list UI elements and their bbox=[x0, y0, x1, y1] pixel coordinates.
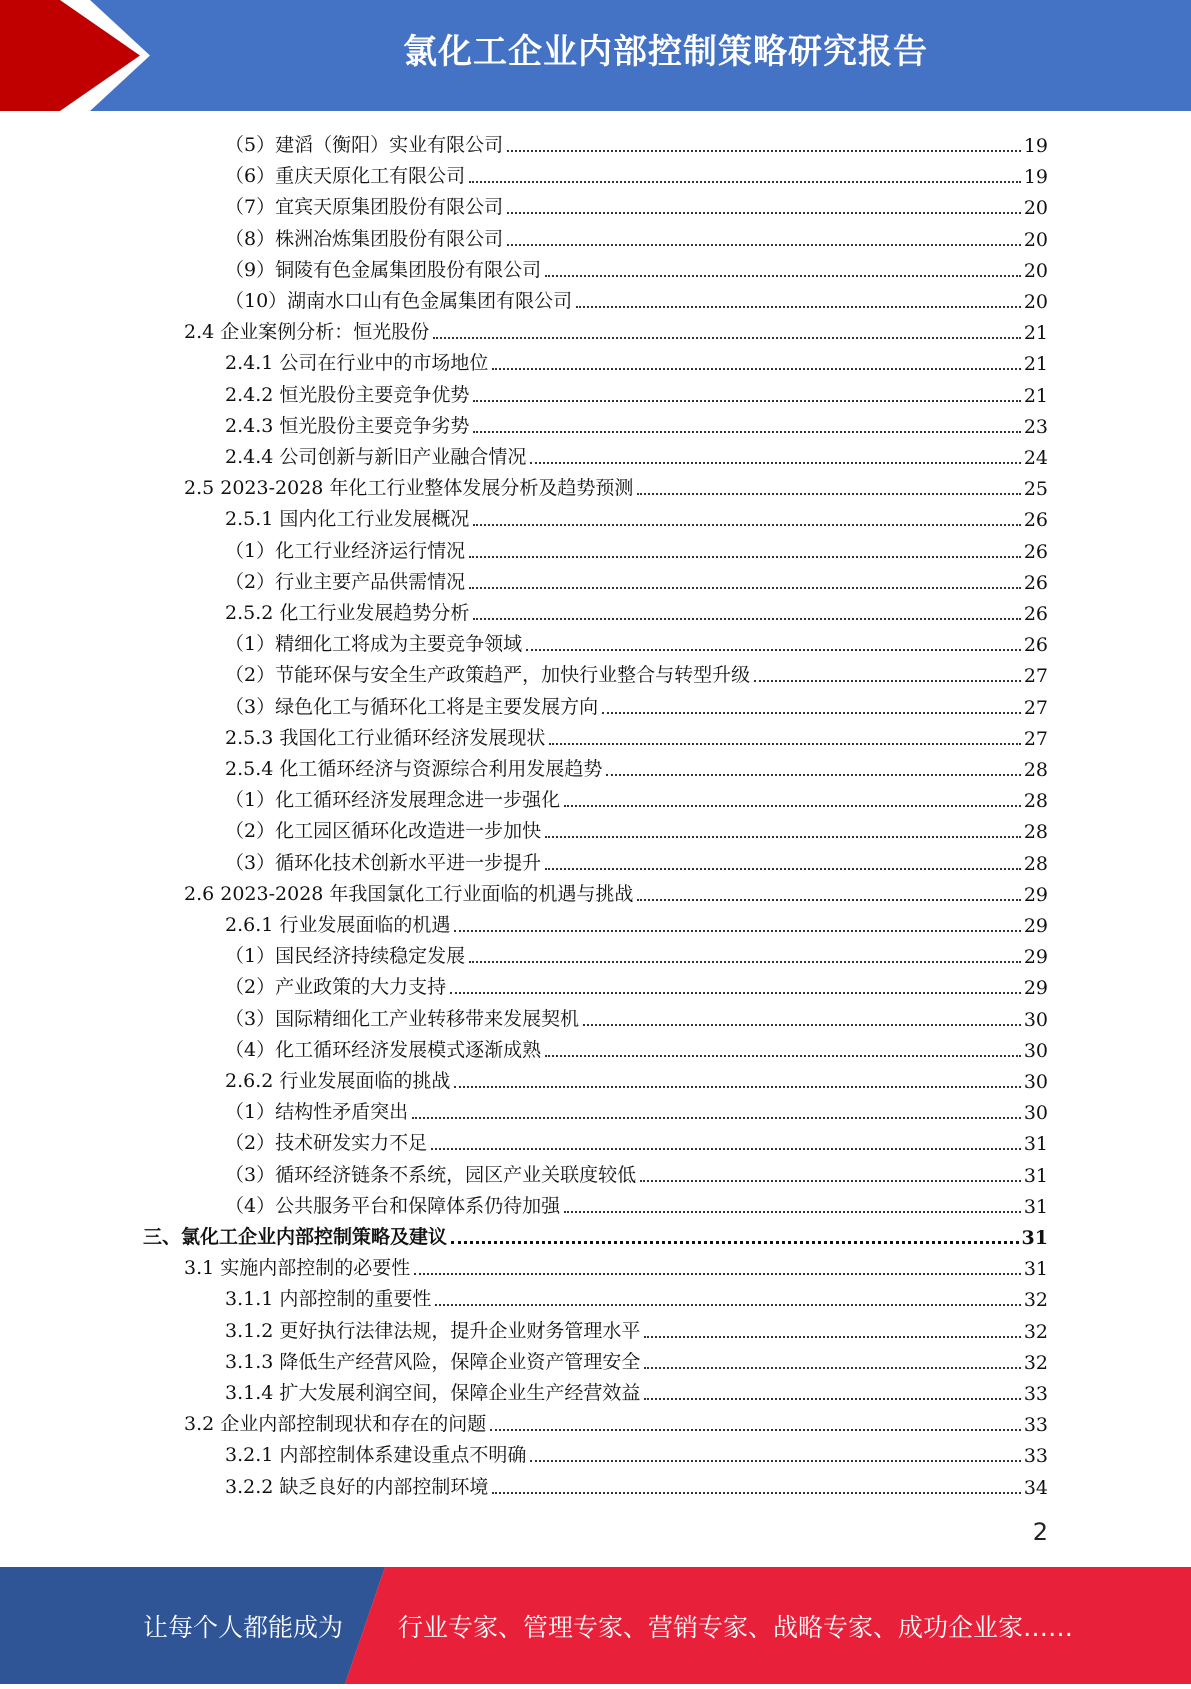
toc-entry[interactable] bbox=[225, 781, 1048, 812]
toc-entry-title: （5）建滔（衡阳）实业有限公司 bbox=[225, 134, 504, 156]
toc-entry-title: （3）循环经济链条不系统，园区产业关联度较低 bbox=[225, 1163, 637, 1186]
toc-entry[interactable] bbox=[225, 1280, 1048, 1311]
toc-entry[interactable] bbox=[225, 968, 1048, 999]
toc-entry[interactable] bbox=[225, 1436, 1048, 1467]
toc-entry[interactable] bbox=[225, 594, 1048, 625]
toc-entry-title: 2.4.4 公司创新与新旧产业融合情况 bbox=[225, 446, 527, 468]
toc-entry[interactable] bbox=[225, 500, 1048, 531]
toc-entry-title: 三、氯化工企业内部控制策略及建议 bbox=[143, 1226, 448, 1248]
toc-dot-leader bbox=[583, 1024, 1021, 1026]
toc-entry-title: （2）节能环保与安全生产政策趋严，加快行业整合与转型升级 bbox=[225, 664, 751, 687]
toc-dot-leader bbox=[549, 743, 1020, 745]
toc-entry[interactable] bbox=[225, 906, 1048, 937]
toc-dot-leader bbox=[435, 1304, 1020, 1306]
toc-dot-leader bbox=[644, 1367, 1020, 1369]
toc-entry[interactable] bbox=[225, 188, 1048, 219]
toc-entry-title: 3.2 企业内部控制现状和存在的问题 bbox=[184, 1413, 487, 1436]
toc-entry-title: 2.6 2023-2028 年我国氯化工行业面临的机遇与挑战 bbox=[184, 882, 634, 905]
toc-entry-title: 2.6.2 行业发展面临的挑战 bbox=[225, 1070, 451, 1092]
toc-entry-title: （1）国民经济持续稳定发展 bbox=[225, 945, 466, 968]
toc-dot-leader bbox=[644, 1336, 1020, 1338]
toc-entry-page: 29 bbox=[1023, 915, 1048, 937]
toc-entry[interactable] bbox=[225, 1343, 1048, 1374]
header-chevron-icon bbox=[0, 0, 160, 111]
toc-entry-page: 31 bbox=[1023, 1164, 1048, 1187]
toc-entry[interactable] bbox=[184, 313, 1048, 344]
toc-entry-page: 28 bbox=[1023, 821, 1048, 844]
toc-dot-leader bbox=[473, 431, 1020, 433]
toc-entry[interactable] bbox=[225, 625, 1048, 656]
toc-entry-title: 3.1.3 降低生产经营风险，保障企业资产管理安全 bbox=[225, 1350, 641, 1373]
toc-entry-title: （4）公共服务平台和保障体系仍待加强 bbox=[225, 1194, 561, 1217]
toc-entry[interactable] bbox=[225, 656, 1048, 687]
toc-entry-page: 31 bbox=[1023, 1195, 1048, 1218]
toc-entry[interactable] bbox=[225, 688, 1048, 719]
toc-entry[interactable] bbox=[184, 469, 1048, 500]
toc-entry[interactable] bbox=[184, 875, 1048, 906]
toc-dot-leader bbox=[545, 275, 1021, 277]
toc-entry-page: 20 bbox=[1023, 259, 1048, 282]
toc-entry[interactable] bbox=[225, 1093, 1048, 1124]
toc-entry-page: 21 bbox=[1023, 384, 1048, 407]
toc-entry[interactable] bbox=[184, 1405, 1048, 1436]
toc-entry-title: 2.5 2023-2028 年化工行业整体发展分析及趋势预测 bbox=[184, 477, 634, 500]
toc-entry-title: 3.2.1 内部控制体系建设重点不明确 bbox=[225, 1444, 527, 1467]
toc-entry-page: 19 bbox=[1023, 135, 1048, 157]
toc-dot-leader bbox=[473, 400, 1020, 402]
toc-entry-page: 30 bbox=[1023, 1102, 1048, 1125]
toc-entry-page: 30 bbox=[1023, 1071, 1048, 1093]
toc-entry-title: 3.1 实施内部控制的必要性 bbox=[184, 1257, 411, 1280]
toc-entry-title: 2.4.1 公司在行业中的市场地位 bbox=[225, 352, 489, 375]
toc-entry[interactable] bbox=[225, 1124, 1048, 1155]
footer-slogan-right: 行业专家、管理专家、营销专家、战略专家、成功企业家…… bbox=[398, 1613, 1074, 1642]
toc-dot-leader bbox=[545, 836, 1021, 838]
toc-entry-page: 28 bbox=[1023, 852, 1048, 875]
toc-entry-page: 26 bbox=[1023, 571, 1048, 594]
toc-entry-page: 32 bbox=[1023, 1351, 1048, 1374]
toc-entry-title: （4）化工循环经济发展模式逐渐成熟 bbox=[225, 1038, 542, 1061]
toc-entry-page: 34 bbox=[1023, 1476, 1048, 1499]
toc-entry[interactable] bbox=[225, 937, 1048, 968]
page-footer bbox=[0, 1567, 1191, 1684]
toc-entry[interactable] bbox=[225, 1000, 1048, 1031]
toc-dot-leader bbox=[507, 150, 1021, 152]
toc-entry-title: （7）宜宾天原集团股份有限公司 bbox=[225, 196, 504, 219]
toc-entry-title: 3.1.1 内部控制的重要性 bbox=[225, 1288, 432, 1311]
toc-entry-page: 29 bbox=[1023, 977, 1048, 1000]
toc-dot-leader bbox=[526, 649, 1021, 651]
toc-entry-title: （2）技术研发实力不足 bbox=[225, 1132, 428, 1155]
toc-entry-title: 3.2.2 缺乏良好的内部控制环境 bbox=[225, 1475, 489, 1498]
toc-entry-page: 28 bbox=[1023, 759, 1048, 781]
toc-entry-title: （9）铜陵有色金属集团股份有限公司 bbox=[225, 258, 542, 281]
toc-dot-leader bbox=[490, 1429, 1021, 1431]
toc-entry-page: 33 bbox=[1023, 1383, 1048, 1405]
toc-entry-title: （2）行业主要产品供需情况 bbox=[225, 570, 466, 593]
toc-entry[interactable] bbox=[225, 812, 1048, 843]
toc-dot-leader bbox=[431, 1148, 1021, 1150]
toc-dot-leader bbox=[754, 680, 1021, 682]
toc-entry-title: （10）湖南水口山有色金属集团有限公司 bbox=[225, 290, 573, 312]
toc-entry-page: 27 bbox=[1023, 665, 1048, 688]
toc-entry-title: （6）重庆天原化工有限公司 bbox=[225, 165, 466, 188]
toc-entry-page: 33 bbox=[1023, 1445, 1048, 1468]
toc-entry[interactable] bbox=[225, 844, 1048, 875]
toc-entry[interactable] bbox=[143, 1218, 1048, 1249]
toc-entry[interactable] bbox=[225, 282, 1048, 313]
toc-entry[interactable] bbox=[225, 1312, 1048, 1343]
toc-dot-leader bbox=[469, 961, 1021, 963]
toc-dot-leader bbox=[564, 1211, 1021, 1213]
toc-entry-page: 27 bbox=[1023, 727, 1048, 750]
toc-entry[interactable] bbox=[225, 1468, 1048, 1499]
toc-dot-leader bbox=[530, 1460, 1020, 1462]
toc-entry-title: （3）绿色化工与循环化工将是主要发展方向 bbox=[225, 695, 599, 718]
toc-entry[interactable] bbox=[225, 126, 1048, 157]
toc-entry[interactable] bbox=[225, 1031, 1048, 1062]
toc-entry-page: 24 bbox=[1023, 447, 1048, 469]
toc-entry-page: 26 bbox=[1023, 603, 1048, 625]
toc-entry-page: 32 bbox=[1023, 1320, 1048, 1343]
toc-entry-page: 31 bbox=[1023, 1133, 1048, 1156]
header-title: 氯化工企业内部控制策略研究报告 bbox=[403, 32, 928, 72]
toc-dot-leader bbox=[414, 1273, 1021, 1275]
toc-entry-page: 32 bbox=[1023, 1289, 1048, 1312]
toc-dot-leader bbox=[545, 1055, 1021, 1057]
toc-dot-leader bbox=[451, 1241, 1019, 1244]
toc-entry-page: 19 bbox=[1023, 166, 1048, 189]
toc-dot-leader bbox=[469, 181, 1021, 183]
page-header bbox=[0, 0, 1191, 111]
toc-entry-page: 25 bbox=[1023, 478, 1048, 501]
toc-entry-title: 2.5.1 国内化工行业发展概况 bbox=[225, 508, 470, 531]
toc-dot-leader bbox=[644, 1398, 1020, 1400]
toc-entry-page: 31 bbox=[1023, 1258, 1048, 1281]
toc-entry-page: 20 bbox=[1023, 291, 1048, 313]
toc-entry[interactable] bbox=[225, 407, 1048, 438]
toc-entry[interactable] bbox=[225, 1374, 1048, 1405]
toc-dot-leader bbox=[450, 992, 1021, 994]
toc-dot-leader bbox=[606, 774, 1020, 776]
toc-entry[interactable] bbox=[225, 719, 1048, 750]
toc-entry-page: 29 bbox=[1023, 946, 1048, 969]
toc-dot-leader bbox=[473, 618, 1020, 620]
toc-entry-title: （1）精细化工将成为主要竞争领域 bbox=[225, 633, 523, 656]
toc-dot-leader bbox=[469, 556, 1021, 558]
toc-entry-title: 2.5.3 我国化工行业循环经济发展现状 bbox=[225, 726, 546, 749]
toc-entry-title: 3.1.2 更好执行法律法规，提升企业财务管理水平 bbox=[225, 1319, 641, 1342]
toc-entry-title: 2.5.4 化工循环经济与资源综合利用发展趋势 bbox=[225, 758, 603, 780]
toc-entry-title: （3）国际精细化工产业转移带来发展契机 bbox=[225, 1007, 580, 1030]
toc-dot-leader bbox=[576, 306, 1021, 308]
toc-entry-page: 30 bbox=[1023, 1008, 1048, 1031]
page-number: 2 bbox=[1032, 1518, 1048, 1546]
toc-dot-leader bbox=[454, 1086, 1020, 1088]
toc-entry[interactable] bbox=[225, 376, 1048, 407]
toc-entry-page: 20 bbox=[1023, 197, 1048, 220]
toc-entry-page: 28 bbox=[1023, 790, 1048, 813]
toc-dot-leader bbox=[492, 368, 1020, 370]
toc-dot-leader bbox=[637, 493, 1020, 495]
toc-entry-page: 20 bbox=[1023, 228, 1048, 251]
toc-entry[interactable] bbox=[225, 1187, 1048, 1218]
toc-dot-leader bbox=[637, 899, 1020, 901]
toc-dot-leader bbox=[602, 712, 1021, 714]
toc-entry-title: 2.4.2 恒光股份主要竞争优势 bbox=[225, 383, 470, 406]
toc-entry-page: 26 bbox=[1023, 634, 1048, 657]
toc-entry-title: （3）循环化技术创新水平进一步提升 bbox=[225, 851, 542, 874]
toc-dot-leader bbox=[454, 930, 1020, 932]
toc-entry-page: 29 bbox=[1023, 883, 1048, 906]
toc-dot-leader bbox=[433, 337, 1021, 339]
toc-entry-page: 31 bbox=[1021, 1227, 1048, 1249]
toc-entry[interactable] bbox=[225, 563, 1048, 594]
toc-entry-page: 26 bbox=[1023, 509, 1048, 532]
toc-dot-leader bbox=[473, 524, 1020, 526]
toc-entry-title: （2）化工园区循环化改造进一步加快 bbox=[225, 820, 542, 843]
toc-entry-title: 2.6.1 行业发展面临的机遇 bbox=[225, 914, 451, 936]
toc-entry-title: （8）株洲冶炼集团股份有限公司 bbox=[225, 227, 504, 250]
toc-entry-page: 23 bbox=[1023, 415, 1048, 438]
toc-dot-leader bbox=[412, 1117, 1021, 1119]
toc-dot-leader bbox=[469, 587, 1021, 589]
toc-dot-leader bbox=[564, 805, 1021, 807]
toc-dot-leader bbox=[545, 868, 1021, 870]
toc-dot-leader bbox=[640, 1180, 1021, 1182]
toc-entry[interactable] bbox=[225, 220, 1048, 251]
toc-entry-title: 2.5.2 化工行业发展趋势分析 bbox=[225, 602, 470, 624]
toc-entry-page: 21 bbox=[1023, 322, 1048, 345]
toc-entry-page: 26 bbox=[1023, 540, 1048, 563]
toc-entry-title: 2.4.3 恒光股份主要竞争劣势 bbox=[225, 414, 470, 437]
toc-entry[interactable] bbox=[225, 1156, 1048, 1187]
toc-entry[interactable] bbox=[225, 532, 1048, 563]
toc-entry-title: 3.1.4 扩大发展利润空间，保障企业生产经营效益 bbox=[225, 1382, 641, 1404]
toc-entry-title: （1）结构性矛盾突出 bbox=[225, 1101, 409, 1124]
toc-entry-title: （1）化工行业经济运行情况 bbox=[225, 539, 466, 562]
footer-slogan-left: 让每个人都能成为 bbox=[143, 1613, 344, 1642]
toc-dot-leader bbox=[492, 1492, 1020, 1494]
toc-entry[interactable] bbox=[184, 1249, 1048, 1280]
toc-dot-leader bbox=[507, 244, 1021, 246]
toc-entry-title: 2.4 企业案例分析：恒光股份 bbox=[184, 321, 430, 344]
toc-entry[interactable] bbox=[225, 344, 1048, 375]
toc-entry-title: （1）化工循环经济发展理念进一步强化 bbox=[225, 789, 561, 812]
toc-entry-title: （2）产业政策的大力支持 bbox=[225, 976, 447, 999]
toc-entry[interactable] bbox=[225, 1062, 1048, 1093]
toc-dot-leader bbox=[530, 462, 1020, 464]
toc-entry[interactable] bbox=[225, 438, 1048, 469]
toc-entry[interactable] bbox=[225, 157, 1048, 188]
toc-entry-page: 21 bbox=[1023, 353, 1048, 376]
toc-dot-leader bbox=[507, 212, 1021, 214]
toc-entry-page: 33 bbox=[1023, 1414, 1048, 1437]
toc-entry-page: 27 bbox=[1023, 696, 1048, 719]
toc-entry[interactable] bbox=[225, 251, 1048, 282]
toc-entry[interactable] bbox=[225, 750, 1048, 781]
toc-entry-page: 30 bbox=[1023, 1039, 1048, 1062]
